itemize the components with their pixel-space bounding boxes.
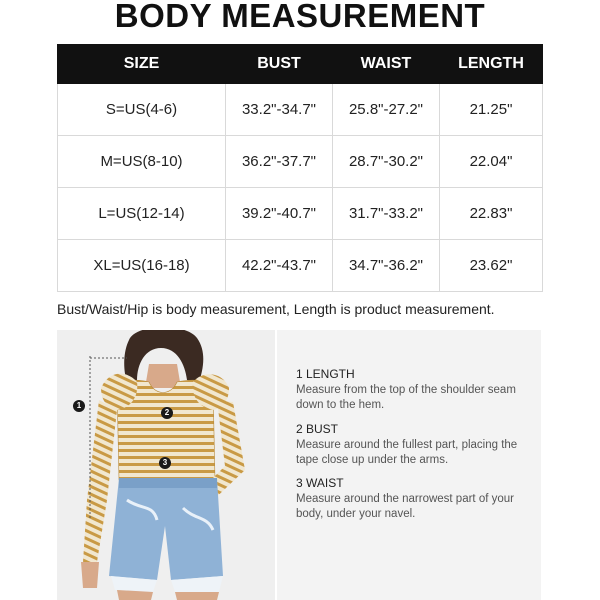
cell-length: 22.83" bbox=[440, 188, 543, 240]
cell-bust: 39.2"-40.7" bbox=[226, 188, 333, 240]
marker-bust: 2 bbox=[161, 407, 173, 419]
page-title: BODY MEASUREMENT bbox=[114, 0, 486, 34]
instruction-title: 3 WAIST bbox=[296, 476, 344, 490]
cell-waist: 25.8"-27.2" bbox=[333, 84, 440, 136]
table-row bbox=[58, 84, 543, 136]
cell-bust: 33.2"-34.7" bbox=[226, 84, 333, 136]
instruction-text: Measure around the fullest part, placing the tape close up under the arms. bbox=[296, 439, 518, 466]
table-row bbox=[58, 188, 543, 240]
marker-waist: 3 bbox=[159, 457, 171, 469]
cell-waist: 34.7"-36.2" bbox=[333, 240, 440, 292]
instruction-text: Measure around the narrowest part of your body, under your navel. bbox=[296, 493, 514, 520]
instruction-waist bbox=[296, 476, 531, 522]
instruction-text: Measure from the top of the shoulder seam down to the hem. bbox=[296, 384, 516, 411]
cell-size: S=US(4-6) bbox=[58, 84, 226, 136]
size-chart-table bbox=[57, 44, 543, 292]
measurement-instructions bbox=[277, 330, 541, 600]
shorts-hem-shape bbox=[111, 576, 223, 592]
cell-length: 21.25" bbox=[440, 84, 543, 136]
instruction-title: 1 LENGTH bbox=[296, 367, 355, 381]
waistband-shape bbox=[119, 478, 217, 488]
cell-size: M=US(8-10) bbox=[58, 136, 226, 188]
cell-length: 22.04" bbox=[440, 136, 543, 188]
cell-length: 23.62" bbox=[440, 240, 543, 292]
header-waist: WAIST bbox=[333, 45, 440, 84]
cell-waist: 28.7"-30.2" bbox=[333, 136, 440, 188]
marker-length: 1 bbox=[73, 400, 85, 412]
instruction-length bbox=[296, 367, 531, 413]
left-hand-shape bbox=[81, 562, 99, 588]
header-bust: BUST bbox=[226, 45, 333, 84]
instruction-title: 2 BUST bbox=[296, 422, 339, 436]
instruction-bust bbox=[296, 422, 531, 468]
cell-size: XL=US(16-18) bbox=[58, 240, 226, 292]
denim-shorts-shape bbox=[109, 478, 223, 580]
cell-size: L=US(12-14) bbox=[58, 188, 226, 240]
table-row bbox=[58, 136, 543, 188]
table-header-row bbox=[58, 45, 543, 84]
measurement-note: Bust/Waist/Hip is body measurement, Length is product measurement. bbox=[57, 301, 495, 317]
cell-bust: 42.2"-43.7" bbox=[226, 240, 333, 292]
left-arm-shape bbox=[83, 400, 117, 562]
cell-bust: 36.2"-37.7" bbox=[226, 136, 333, 188]
header-size: SIZE bbox=[58, 45, 226, 84]
model-figure bbox=[57, 330, 275, 600]
cell-waist: 31.7"-33.2" bbox=[333, 188, 440, 240]
header-length: LENGTH bbox=[440, 45, 543, 84]
table-row bbox=[58, 240, 543, 292]
